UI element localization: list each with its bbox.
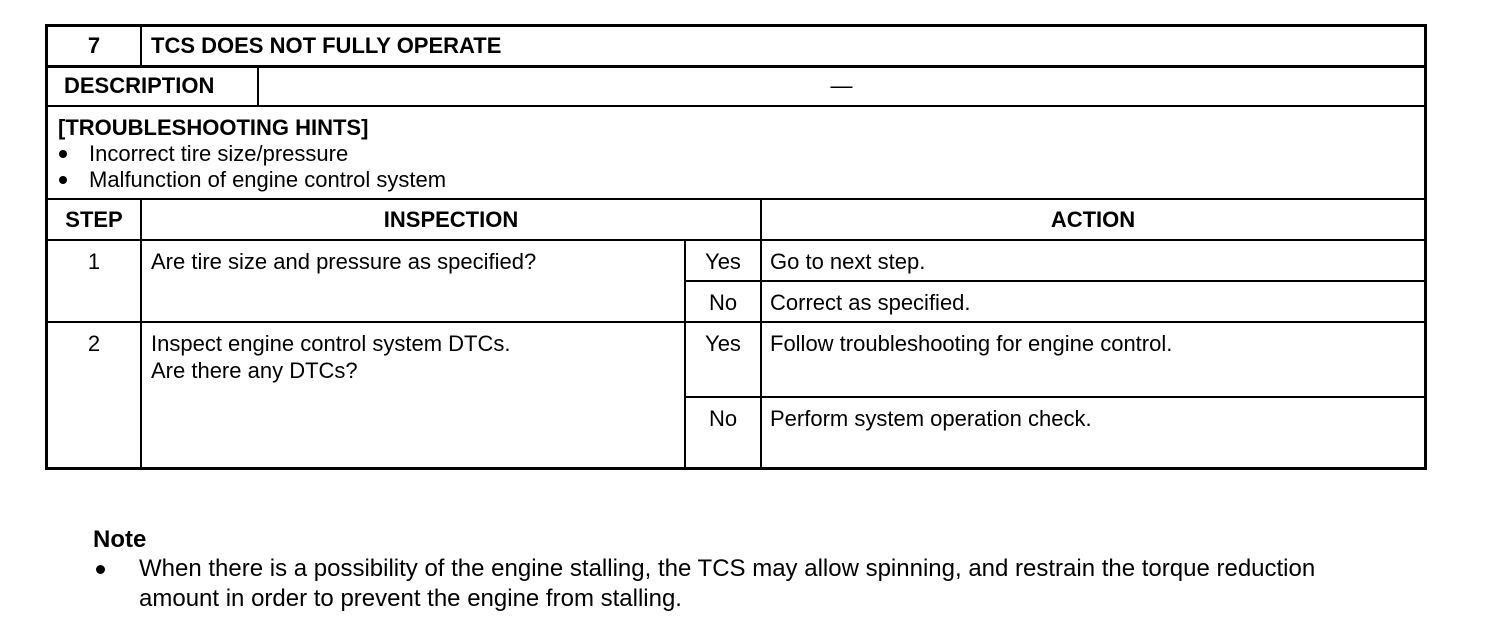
row-divider [48,65,1424,68]
bullet-icon [59,150,67,158]
step-action: Go to next step. [770,249,926,274]
hints-title: [TROUBLESHOOTING HINTS] [58,115,369,140]
column-header-step: STEP [65,207,123,232]
step-inspection: Are there any DTCs? [151,358,358,383]
step-action: Perform system operation check. [770,406,1092,431]
troubleshooting-table [45,24,1427,470]
step-answer: No [708,290,738,315]
bullet-icon [59,176,67,184]
description-label: DESCRIPTION [64,73,215,98]
hint-item: Malfunction of engine control system [89,167,447,192]
row-divider [48,239,1424,241]
step-number: 1 [87,249,101,274]
step-action: Follow troubleshooting for engine control. [770,331,1173,356]
note-title: Note [93,526,147,553]
row-divider [48,105,1424,107]
description-value: — [830,73,853,98]
step-inspection: Are tire size and pressure as specified? [151,249,537,274]
col-divider [140,27,142,65]
column-header-inspection: INSPECTION [383,207,519,232]
row-divider [48,321,1424,323]
column-header-action: ACTION [1050,207,1136,232]
header-title: TCS DOES NOT FULLY OPERATE [151,33,502,58]
row-divider [684,396,1424,398]
step-inspection: Inspect engine control system DTCs. [151,331,511,356]
step-answer: No [708,406,738,431]
step-answer: Yes [705,249,741,274]
row-divider [48,198,1424,200]
step-answer: Yes [705,331,741,356]
row-divider [684,280,1424,282]
hint-item: Incorrect tire size/pressure [89,141,349,166]
note-text: When there is a possibility of the engine stalling, the TCS may allow spinning, and restrain the torque reduction amount in order to prevent the engine from stalling. [139,555,1316,612]
col-divider [760,200,762,467]
bullet-icon [96,565,105,574]
header-number: 7 [87,33,101,58]
step-action: Correct as specified. [770,290,971,315]
step-number: 2 [87,331,101,356]
col-divider [140,200,142,467]
